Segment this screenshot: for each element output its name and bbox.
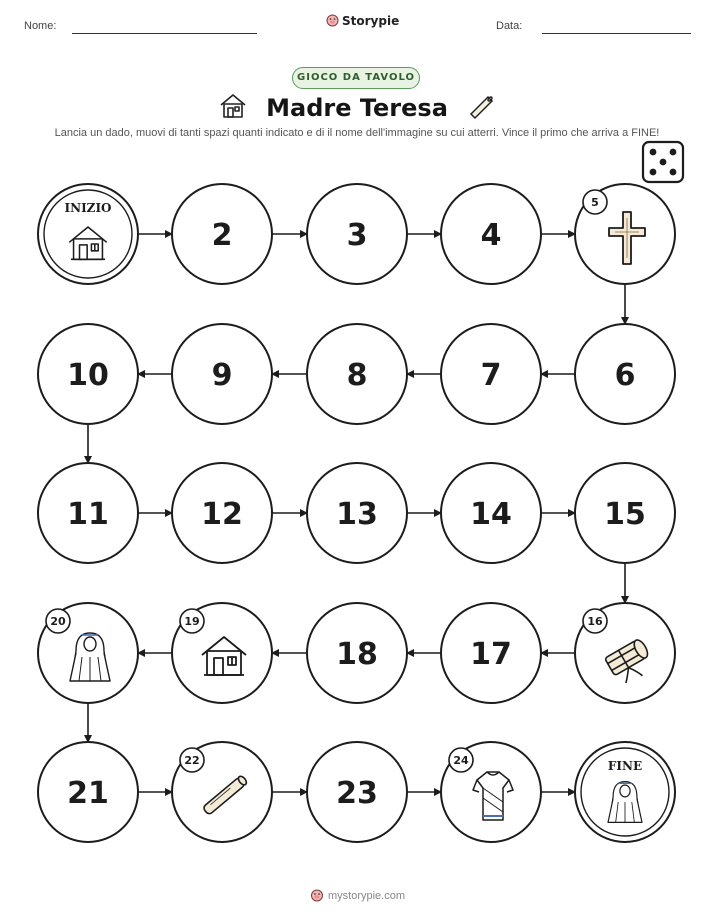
- board-space-8[interactable]: [307, 324, 407, 424]
- space-number: 10: [67, 358, 109, 393]
- board-space-9[interactable]: [172, 324, 272, 424]
- name-label: Nome:: [24, 20, 57, 32]
- space-number: 24: [453, 754, 469, 767]
- board-space-4[interactable]: [441, 184, 541, 284]
- board-space-15[interactable]: [575, 463, 675, 563]
- space-number: 5: [591, 196, 599, 209]
- board-space-14[interactable]: [441, 463, 541, 563]
- game-type-badge: GIOCO DA TAVOLO: [292, 67, 420, 89]
- space-label: FINE: [607, 759, 643, 773]
- space-number: 6: [614, 358, 636, 393]
- space-label: INIZIO: [64, 201, 112, 215]
- instructions: Lancia un dado, muovi di tanti spazi quanti indicato e di il nome dell'immagine su cui atterri. Vince il primo che arriva a FINE!: [54, 127, 660, 139]
- space-number: 22: [184, 754, 200, 767]
- board-space-3[interactable]: [307, 184, 407, 284]
- space-number: 14: [470, 497, 512, 532]
- board-space-19[interactable]: [172, 603, 272, 703]
- board-space-1[interactable]: [38, 184, 138, 284]
- board-space-20[interactable]: [38, 603, 138, 703]
- board-space-11[interactable]: [38, 463, 138, 563]
- space-number: 19: [184, 615, 200, 628]
- space-number: 2: [211, 218, 233, 253]
- board-space-6[interactable]: [575, 324, 675, 424]
- board-space-23[interactable]: [307, 742, 407, 842]
- space-number: 8: [346, 358, 368, 393]
- title-text: Madre Teresa: [266, 94, 448, 122]
- space-number: 9: [211, 358, 233, 393]
- space-number: 7: [480, 358, 502, 393]
- brand-name: Storypie: [342, 13, 400, 28]
- space-number: 13: [336, 497, 378, 532]
- board-space-2[interactable]: [172, 184, 272, 284]
- board-space-10[interactable]: [38, 324, 138, 424]
- board-space-18[interactable]: [307, 603, 407, 703]
- space-number: 23: [336, 776, 378, 811]
- space-number: 16: [587, 615, 603, 628]
- footer: [310, 888, 405, 903]
- space-number: 21: [67, 776, 109, 811]
- board-space-22[interactable]: [172, 742, 272, 842]
- board-space-17[interactable]: [441, 603, 541, 703]
- board-space-24[interactable]: [441, 742, 541, 842]
- board-spaces: [38, 184, 675, 842]
- pig-mascot-icon: [310, 888, 324, 903]
- date-label: Data:: [496, 20, 523, 32]
- board-space-21[interactable]: [38, 742, 138, 842]
- space-number: 18: [336, 637, 378, 672]
- board-space-25[interactable]: [575, 742, 675, 842]
- footer-url: mystorypie.com: [328, 889, 406, 902]
- board-space-12[interactable]: [172, 463, 272, 563]
- space-number: 11: [67, 497, 109, 532]
- space-number: 3: [346, 218, 368, 253]
- board-space-16[interactable]: [575, 603, 675, 703]
- dice-icon: [643, 142, 683, 182]
- board-space-13[interactable]: [307, 463, 407, 563]
- board-space-7[interactable]: [441, 324, 541, 424]
- space-number: 15: [604, 497, 646, 532]
- space-number: 17: [470, 637, 512, 672]
- space-number: 20: [50, 615, 66, 628]
- board-space-5[interactable]: [575, 184, 675, 284]
- space-number: 12: [201, 497, 243, 532]
- space-number: 4: [480, 218, 502, 253]
